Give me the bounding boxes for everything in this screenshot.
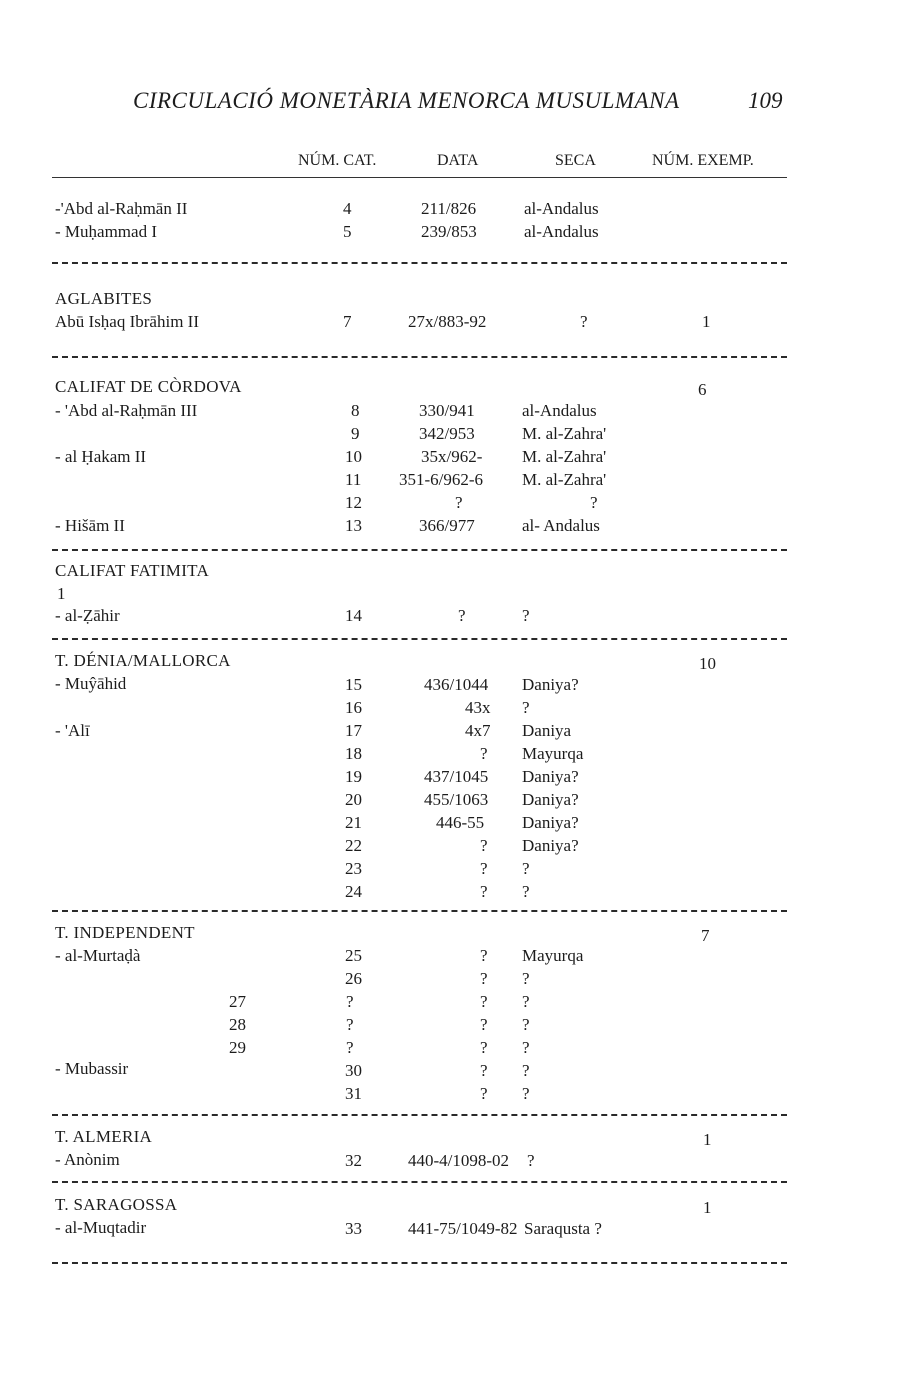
- coin-date: 35x/962-: [421, 447, 483, 466]
- section-divider: [52, 1114, 787, 1116]
- mint-name: ?: [522, 698, 530, 717]
- coin-date: 441-75/1049-82: [408, 1219, 518, 1238]
- coin-date: 440-4/1098-02: [408, 1151, 510, 1170]
- catalogue-number: 10: [345, 447, 362, 466]
- catalogue-number: 14: [345, 606, 362, 625]
- catalogue-number: 26: [345, 969, 362, 988]
- coin-date: 27x/883-92: [408, 312, 487, 331]
- coin-date: 239/853: [421, 222, 477, 241]
- catalogue-number: 23: [345, 859, 362, 878]
- ruler-name: - Muḥammad I: [55, 222, 157, 241]
- ruler-name: - Muŷāhid: [55, 674, 127, 693]
- mint-name: M. al-Zahra': [522, 470, 607, 489]
- column-header-data: DATA: [437, 152, 479, 169]
- mint-name: Daniya?: [522, 836, 579, 855]
- mint-name: Mayurqa: [522, 744, 584, 763]
- catalogue-number: 22: [345, 836, 362, 855]
- catalogue-number: 15: [345, 675, 362, 694]
- coin-date: ?: [458, 606, 466, 625]
- specimen-count: 1: [703, 1130, 712, 1149]
- running-header: [0, 88, 900, 124]
- catalogue-number: 29: [229, 1038, 246, 1057]
- mint-name: Mayurqa: [522, 946, 584, 965]
- catalogue-number: 19: [345, 767, 362, 786]
- coin-date: 351-6/962-6: [399, 470, 484, 489]
- mint-name: M. al-Zahra': [522, 424, 607, 443]
- mint-name: Daniya: [522, 721, 572, 740]
- mint-name: Daniya?: [522, 790, 579, 809]
- ruler-name: - Mubassir: [55, 1059, 129, 1078]
- specimen-count: ?: [522, 992, 530, 1011]
- catalogue-number: 17: [345, 721, 362, 740]
- catalogue-number: 31: [345, 1084, 362, 1103]
- mint-name: Daniya?: [522, 675, 579, 694]
- mint-name: M. al-Zahra': [522, 447, 607, 466]
- catalogue-number: 8: [351, 401, 360, 420]
- column-headers: [0, 152, 900, 172]
- coin-date: ?: [455, 493, 463, 512]
- coin-date: ?: [346, 1038, 354, 1057]
- mint-name: ?: [580, 312, 588, 331]
- page-number: 109: [748, 88, 783, 113]
- coin-date: 446-55: [436, 813, 485, 832]
- running-title: CIRCULACIÓ MONETÀRIA MENORCA MUSULMANA: [133, 88, 680, 113]
- coin-date: ?: [480, 969, 488, 988]
- catalogue-number: 20: [345, 790, 362, 809]
- section-title-aglabites: AGLABITES: [55, 289, 153, 308]
- specimen-count: ?: [522, 1015, 530, 1034]
- section-divider: [52, 910, 787, 912]
- section-title-califat-fatimita: CALIFAT FATIMITA: [55, 561, 210, 580]
- specimen-count: 10: [699, 654, 716, 673]
- ruler-name: - 'Abd al-Raḥmān III: [55, 401, 198, 420]
- catalogue-number: 16: [345, 698, 362, 717]
- catalogue-number: 21: [345, 813, 362, 832]
- mint-name: ?: [522, 859, 530, 878]
- catalogue-number: 7: [343, 312, 352, 331]
- catalogue-number: 24: [345, 882, 362, 901]
- mint-name: ?: [522, 882, 530, 901]
- ruler-name: - al-Muqtadir: [55, 1218, 147, 1237]
- mint-name: ?: [480, 1038, 488, 1057]
- catalogue-number: 11: [345, 470, 362, 489]
- specimen-count: 1: [702, 312, 711, 331]
- coin-date: ?: [480, 1061, 488, 1080]
- coin-date: 342/953: [419, 424, 475, 443]
- specimen-count: ?: [522, 1038, 530, 1057]
- mint-name: ?: [590, 493, 598, 512]
- catalogue-number: 18: [345, 744, 362, 763]
- mint-name: al-Andalus: [524, 222, 599, 241]
- coin-date: 437/1045: [424, 767, 489, 786]
- section-divider: [52, 1181, 787, 1183]
- section-divider: [52, 262, 787, 264]
- section-title-independent: T. INDEPENDENT: [55, 923, 195, 942]
- section-divider: [52, 1262, 787, 1264]
- mint-name: Daniya?: [522, 813, 579, 832]
- section-title-califat-cordova: CALIFAT DE CÒRDOVA: [55, 377, 242, 396]
- catalogue-number: 13: [345, 516, 362, 535]
- catalogue-number: 32: [345, 1151, 362, 1170]
- ruler-name: - Hišām II: [55, 516, 125, 535]
- coin-date: ?: [346, 992, 354, 1011]
- coin-date: 330/941: [419, 401, 475, 420]
- coin-date: ?: [480, 836, 488, 855]
- column-header-seca: SECA: [555, 152, 596, 169]
- specimen-count: 1: [57, 584, 66, 603]
- coin-date: 436/1044: [424, 675, 489, 694]
- specimen-count: 1: [703, 1198, 712, 1217]
- specimen-count: 7: [701, 926, 710, 945]
- coin-date: 366/977: [419, 516, 475, 535]
- mint-name: al- Andalus: [522, 516, 600, 535]
- ruler-name: - Anònim: [55, 1150, 120, 1169]
- coin-date: 4x7: [465, 721, 491, 740]
- ruler-name: - al Ḥakam II: [55, 447, 147, 466]
- catalogue-number: 25: [345, 946, 362, 965]
- column-header-num-cat: NÚM. CAT.: [298, 152, 377, 169]
- ruler-name: - al-Ẓāhir: [55, 606, 120, 625]
- mint-name: ?: [527, 1151, 535, 1170]
- catalogue-number: 4: [343, 199, 352, 218]
- catalogue-number: 5: [343, 222, 352, 241]
- section-title-saragossa: T. SARAGOSSA: [55, 1195, 178, 1214]
- ruler-name: - al-Murtaḍà: [55, 946, 141, 965]
- coin-date: ?: [480, 1084, 488, 1103]
- section-title-almeria: T. ALMERIA: [55, 1127, 153, 1146]
- coin-date: ?: [480, 744, 488, 763]
- section-divider: [52, 356, 787, 358]
- coin-date: 43x: [465, 698, 491, 717]
- section-divider: [52, 638, 787, 640]
- mint-name: ?: [480, 1015, 488, 1034]
- coin-date: ?: [480, 859, 488, 878]
- coin-date: ?: [346, 1015, 354, 1034]
- catalogue-number: 9: [351, 424, 360, 443]
- specimen-count: 6: [698, 380, 707, 399]
- header-rule: [52, 177, 787, 178]
- catalogue-number: 27: [229, 992, 246, 1011]
- coin-date: 455/1063: [424, 790, 489, 809]
- mint-name: al-Andalus: [524, 199, 599, 218]
- mint-name: ?: [522, 969, 530, 988]
- column-header-num-exemp: NÚM. EXEMP.: [652, 152, 754, 169]
- section-title-denia-mallorca: T. DÉNIA/MALLORCA: [55, 651, 231, 670]
- ruler-name: -'Abd al-Raḥmān II: [55, 199, 188, 218]
- coin-date: ?: [480, 946, 488, 965]
- mint-name: ?: [480, 992, 488, 1011]
- mint-name: Daniya?: [522, 767, 579, 786]
- catalogue-number: 33: [345, 1219, 362, 1238]
- catalogue-number: 12: [345, 493, 362, 512]
- mint-name: ?: [522, 606, 530, 625]
- mint-name: ?: [522, 1061, 530, 1080]
- mint-name: ?: [522, 1084, 530, 1103]
- ruler-name: Abū Isḥaq Ibrāhim II: [55, 312, 199, 331]
- ruler-name: - 'Alī: [55, 721, 90, 740]
- catalogue-number: 30: [345, 1061, 362, 1080]
- catalogue-number: 28: [229, 1015, 246, 1034]
- mint-name: al-Andalus: [522, 401, 597, 420]
- coin-date: 211/826: [421, 199, 477, 218]
- mint-name: Saraqusta ?: [524, 1219, 602, 1238]
- coin-date: ?: [480, 882, 488, 901]
- section-divider: [52, 549, 787, 551]
